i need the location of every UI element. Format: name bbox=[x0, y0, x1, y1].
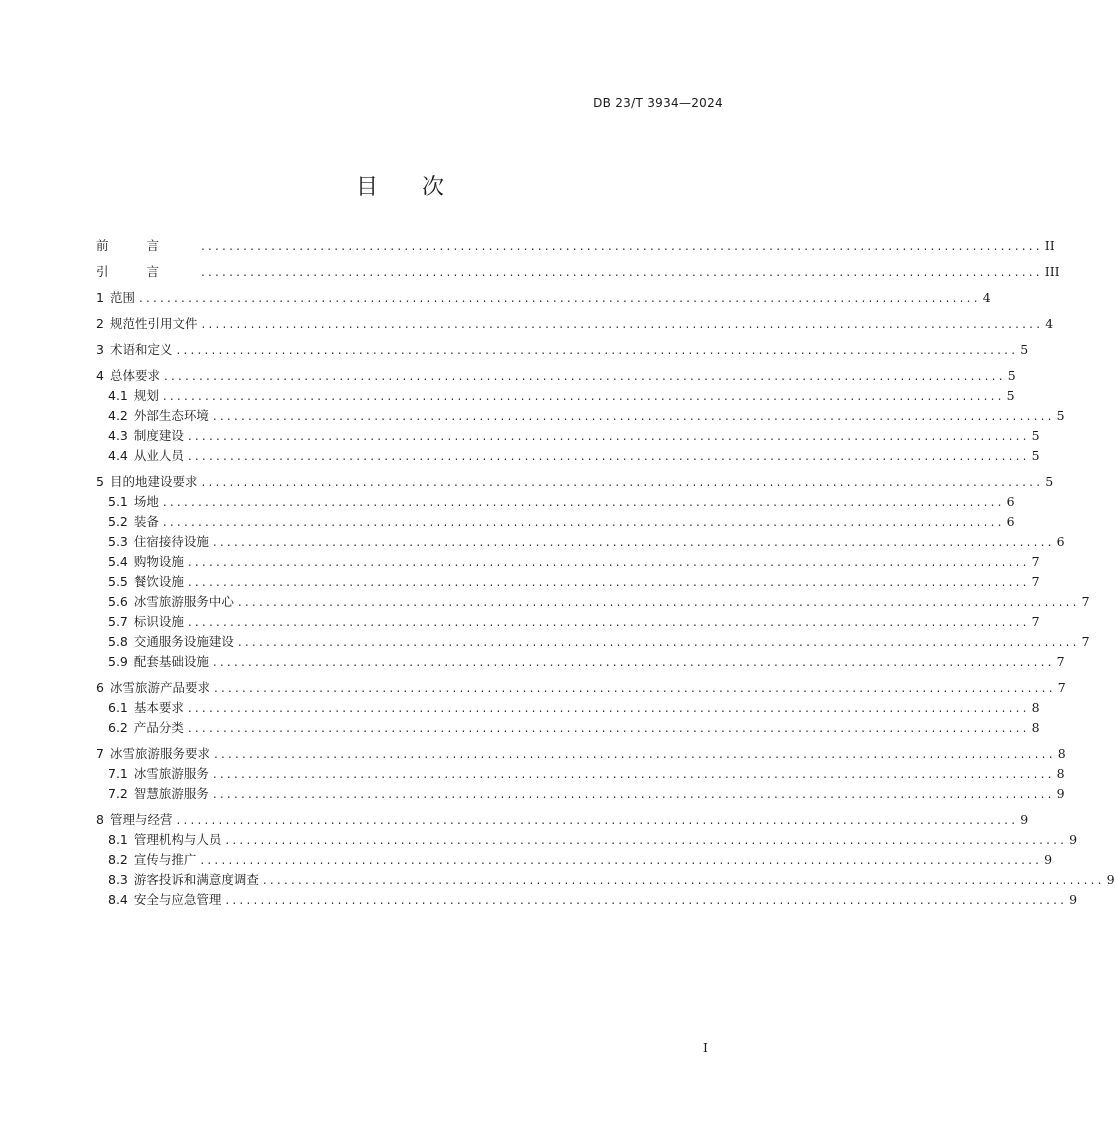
toc-entry-text: 从业人员 bbox=[133, 448, 184, 463]
toc-entry-number: 7 bbox=[96, 746, 104, 761]
toc-entry-label bbox=[108, 764, 213, 784]
toc-entry-text: 冰雪旅游服务要求 bbox=[109, 746, 210, 761]
toc-entry[interactable] bbox=[96, 698, 1040, 718]
toc-entry[interactable] bbox=[96, 870, 1115, 890]
toc-entry-number: 8.3 bbox=[108, 872, 128, 887]
toc-entry-label bbox=[108, 592, 238, 612]
toc-entry-number: 5.5 bbox=[108, 574, 128, 589]
toc-entry-label bbox=[108, 850, 200, 870]
toc-entry[interactable] bbox=[96, 678, 1066, 698]
toc-entry-page: 7 bbox=[1031, 554, 1040, 569]
toc-entry-text: 目的地建设要求 bbox=[109, 474, 198, 489]
toc-entry-number: 8.4 bbox=[108, 892, 128, 907]
toc-entry-page: 8 bbox=[1031, 720, 1040, 735]
toc-entry-label bbox=[108, 406, 213, 426]
toc-entry-text: 范围 bbox=[109, 290, 135, 305]
toc-entry[interactable] bbox=[96, 406, 1065, 426]
toc-entry[interactable] bbox=[96, 386, 1015, 406]
dot-leader: ........................................................................................................................ bbox=[162, 495, 1005, 509]
dot-leader: ........................................................................................................................ bbox=[212, 787, 1055, 801]
toc-entry-page: III bbox=[1044, 264, 1060, 279]
toc-entry-number: 4 bbox=[96, 368, 104, 383]
toc-entry-text: 管理与经营 bbox=[109, 812, 173, 827]
toc-entry-page: 9 bbox=[1069, 832, 1078, 847]
toc-entry-text: 前言 bbox=[96, 238, 198, 253]
toc-entry-text: 场地 bbox=[133, 494, 159, 509]
toc-entry-page: 6 bbox=[1006, 514, 1015, 529]
toc-entry[interactable] bbox=[96, 632, 1090, 652]
toc-entry[interactable] bbox=[96, 572, 1040, 592]
toc-entry[interactable] bbox=[96, 512, 1015, 532]
toc-entry-label bbox=[96, 236, 201, 256]
title-char-1: 目 bbox=[355, 175, 378, 200]
toc-entry-page: 8 bbox=[1057, 746, 1066, 761]
dot-leader: ........................................................................................................................ bbox=[237, 595, 1080, 609]
toc-entry-number: 1 bbox=[96, 290, 104, 305]
toc-entry-number: 8.2 bbox=[108, 852, 128, 867]
toc-entry-label bbox=[96, 262, 201, 282]
toc-entry[interactable] bbox=[96, 472, 1054, 492]
toc-entry-label bbox=[108, 632, 238, 652]
toc-entry-number: 5.4 bbox=[108, 554, 128, 569]
toc-entry-text: 冰雪旅游服务 bbox=[133, 766, 209, 781]
dot-leader: ........................................................................................................................ bbox=[187, 615, 1030, 629]
toc-entry-number: 6.2 bbox=[108, 720, 128, 735]
toc-entry-page: 8 bbox=[1056, 766, 1065, 781]
toc-entry-text: 管理机构与人员 bbox=[133, 832, 222, 847]
dot-leader: ........................................................................................................................ bbox=[187, 575, 1030, 589]
toc-entry-label bbox=[96, 678, 214, 698]
toc-entry-label bbox=[108, 698, 188, 718]
toc-entry-label bbox=[96, 314, 201, 334]
toc-entry-text: 术语和定义 bbox=[109, 342, 173, 357]
toc-entry[interactable] bbox=[96, 492, 1015, 512]
toc-entry-label bbox=[108, 784, 213, 804]
dot-leader: ........................................................................................................................ bbox=[213, 747, 1056, 761]
toc-entry-text: 餐饮设施 bbox=[133, 574, 184, 589]
toc-entry-text: 交通服务设施建设 bbox=[133, 634, 234, 649]
toc-entry-number: 5.1 bbox=[108, 494, 128, 509]
toc-entry-number: 6 bbox=[96, 680, 104, 695]
dot-leader: ........................................................................................................................ bbox=[187, 449, 1030, 463]
dot-leader: ........................................................................................................................ bbox=[212, 535, 1055, 549]
toc-entry[interactable] bbox=[96, 446, 1040, 466]
toc-entry-page: II bbox=[1044, 238, 1055, 253]
toc-entry-page: 5 bbox=[1045, 474, 1054, 489]
toc-entry-label bbox=[108, 492, 163, 512]
toc-entry[interactable] bbox=[96, 366, 1016, 386]
dot-leader: ........................................................................................................................ bbox=[138, 291, 981, 305]
toc-entry-label bbox=[96, 744, 214, 764]
toc-entry-page: 6 bbox=[1006, 494, 1015, 509]
toc-entry-number: 5 bbox=[96, 474, 104, 489]
toc-entry-text: 安全与应急管理 bbox=[133, 892, 222, 907]
toc-entry[interactable] bbox=[96, 592, 1090, 612]
dot-leader: ........................................................................................................................ bbox=[212, 655, 1055, 669]
toc-entry-text: 住宿接待设施 bbox=[133, 534, 209, 549]
toc-entry-page: 8 bbox=[1031, 700, 1040, 715]
dot-leader: ........................................................................................................................ bbox=[225, 833, 1068, 847]
toc-entry-label bbox=[108, 386, 163, 406]
toc-entry[interactable] bbox=[96, 288, 991, 308]
toc-entry-label bbox=[108, 552, 188, 572]
toc-entry-page: 7 bbox=[1081, 594, 1090, 609]
toc-entry-page: 7 bbox=[1056, 654, 1065, 669]
toc-entry[interactable] bbox=[96, 744, 1066, 764]
toc-entry-page: 9 bbox=[1044, 852, 1053, 867]
toc-entry[interactable] bbox=[96, 236, 1055, 256]
dot-leader: ........................................................................................................................ bbox=[176, 813, 1019, 827]
toc-entry-page: 4 bbox=[1045, 316, 1054, 331]
toc-entry-text: 产品分类 bbox=[133, 720, 184, 735]
dot-leader: ........................................................................................................................ bbox=[201, 265, 1043, 279]
toc-entry[interactable] bbox=[96, 552, 1040, 572]
toc-entry-page: 7 bbox=[1057, 680, 1066, 695]
toc-entry-label bbox=[96, 366, 164, 386]
toc-entry-page: 5 bbox=[1007, 368, 1016, 383]
toc-entry-number: 2 bbox=[96, 316, 104, 331]
toc-entry[interactable] bbox=[96, 810, 1029, 830]
toc-entry-number: 8.1 bbox=[108, 832, 128, 847]
toc-entry-number: 5.2 bbox=[108, 514, 128, 529]
title-char-2: 次 bbox=[422, 175, 445, 200]
toc-entry-page: 9 bbox=[1069, 892, 1078, 907]
toc-entry-page: 5 bbox=[1056, 408, 1065, 423]
toc-entry-label bbox=[108, 612, 188, 632]
toc-entry-text: 规范性引用文件 bbox=[109, 316, 198, 331]
toc-entry-page: 9 bbox=[1020, 812, 1029, 827]
toc-entry[interactable] bbox=[96, 890, 1078, 910]
toc-entry-label bbox=[108, 426, 188, 446]
page-number: I bbox=[703, 1040, 708, 1055]
toc-entry-text: 制度建设 bbox=[133, 428, 184, 443]
toc-entry[interactable] bbox=[96, 850, 1053, 870]
toc-entry-page: 5 bbox=[1031, 428, 1040, 443]
toc-entry[interactable] bbox=[96, 262, 1060, 282]
toc-entry[interactable] bbox=[96, 830, 1078, 850]
toc-entry-number: 4.1 bbox=[108, 388, 128, 403]
toc-entry-number: 4.4 bbox=[108, 448, 128, 463]
dot-leader: ........................................................................................................................ bbox=[187, 429, 1030, 443]
dot-leader: ........................................................................................................................ bbox=[201, 239, 1043, 253]
toc-entry-label bbox=[108, 830, 225, 850]
toc-entry-label bbox=[108, 718, 188, 738]
toc-entry-page: 7 bbox=[1031, 614, 1040, 629]
toc-entry-page: 4 bbox=[982, 290, 991, 305]
toc-entry-number: 5.9 bbox=[108, 654, 128, 669]
dot-leader: ........................................................................................................................ bbox=[187, 555, 1030, 569]
toc-entry[interactable] bbox=[96, 784, 1065, 804]
dot-leader: ........................................................................................................................ bbox=[162, 389, 1005, 403]
toc-entry-text: 冰雪旅游服务中心 bbox=[133, 594, 234, 609]
toc-entry-text: 配套基础设施 bbox=[133, 654, 209, 669]
toc-entry-number: 7.1 bbox=[108, 766, 128, 781]
toc-entry-label bbox=[108, 890, 225, 910]
toc-entry-number: 5.3 bbox=[108, 534, 128, 549]
page-title bbox=[0, 170, 800, 201]
dot-leader: ........................................................................................................................ bbox=[201, 317, 1044, 331]
toc-entry-text: 宣传与推广 bbox=[133, 852, 197, 867]
toc-entry-text: 智慧旅游服务 bbox=[133, 786, 209, 801]
toc-entry-label bbox=[108, 446, 188, 466]
dot-leader: ........................................................................................................................ bbox=[187, 701, 1030, 715]
toc-entry-text: 冰雪旅游产品要求 bbox=[109, 680, 210, 695]
toc-entry-text: 总体要求 bbox=[109, 368, 160, 383]
toc-entry-text: 引言 bbox=[96, 264, 198, 279]
toc-entry-number: 8 bbox=[96, 812, 104, 827]
dot-leader: ........................................................................................................................ bbox=[225, 893, 1068, 907]
table-of-contents bbox=[96, 236, 1115, 910]
standard-code: DB 23/T 3934—2024 bbox=[593, 96, 723, 110]
toc-entry-label bbox=[96, 340, 176, 360]
toc-entry-number: 4.2 bbox=[108, 408, 128, 423]
toc-entry-text: 标识设施 bbox=[133, 614, 184, 629]
toc-entry-label bbox=[96, 472, 201, 492]
toc-entry-label bbox=[108, 652, 213, 672]
toc-entry[interactable] bbox=[96, 426, 1040, 446]
toc-entry-page: 6 bbox=[1056, 534, 1065, 549]
toc-entry-page: 9 bbox=[1056, 786, 1065, 801]
toc-entry-page: 5 bbox=[1006, 388, 1015, 403]
dot-leader: ........................................................................................................................ bbox=[201, 475, 1044, 489]
toc-entry-number: 7.2 bbox=[108, 786, 128, 801]
toc-entry-page: 5 bbox=[1031, 448, 1040, 463]
dot-leader: ........................................................................................................................ bbox=[237, 635, 1080, 649]
toc-entry-page: 9 bbox=[1106, 872, 1115, 887]
toc-entry-label bbox=[108, 572, 188, 592]
dot-leader: ........................................................................................................................ bbox=[262, 873, 1105, 887]
toc-entry-number: 5.7 bbox=[108, 614, 128, 629]
toc-entry[interactable] bbox=[96, 764, 1065, 784]
dot-leader: ........................................................................................................................ bbox=[213, 681, 1056, 695]
toc-entry-label bbox=[108, 512, 163, 532]
toc-entry-text: 基本要求 bbox=[133, 700, 184, 715]
dot-leader: ........................................................................................................................ bbox=[212, 409, 1055, 423]
toc-entry-text: 购物设施 bbox=[133, 554, 184, 569]
toc-entry[interactable] bbox=[96, 532, 1065, 552]
toc-entry[interactable] bbox=[96, 340, 1029, 360]
dot-leader: ........................................................................................................................ bbox=[200, 853, 1043, 867]
toc-entry[interactable] bbox=[96, 652, 1065, 672]
toc-entry[interactable] bbox=[96, 612, 1040, 632]
toc-entry-number: 5.8 bbox=[108, 634, 128, 649]
toc-entry-page: 7 bbox=[1081, 634, 1090, 649]
toc-entry[interactable] bbox=[96, 314, 1054, 334]
toc-entry-number: 4.3 bbox=[108, 428, 128, 443]
toc-entry-number: 3 bbox=[96, 342, 104, 357]
toc-entry-page: 7 bbox=[1031, 574, 1040, 589]
toc-entry-page: 5 bbox=[1020, 342, 1029, 357]
dot-leader: ........................................................................................................................ bbox=[162, 515, 1005, 529]
toc-entry-number: 6.1 bbox=[108, 700, 128, 715]
toc-entry-text: 装备 bbox=[133, 514, 159, 529]
toc-entry-text: 外部生态环境 bbox=[133, 408, 209, 423]
toc-entry-text: 游客投诉和满意度调查 bbox=[133, 872, 259, 887]
toc-entry-text: 规划 bbox=[133, 388, 159, 403]
dot-leader: ........................................................................................................................ bbox=[187, 721, 1030, 735]
toc-entry-label bbox=[108, 870, 263, 890]
toc-entry-label bbox=[96, 810, 176, 830]
dot-leader: ........................................................................................................................ bbox=[212, 767, 1055, 781]
toc-entry[interactable] bbox=[96, 718, 1040, 738]
dot-leader: ........................................................................................................................ bbox=[163, 369, 1006, 383]
toc-entry-label bbox=[108, 532, 213, 552]
toc-entry-label bbox=[96, 288, 139, 308]
toc-entry-number: 5.6 bbox=[108, 594, 128, 609]
dot-leader: ........................................................................................................................ bbox=[176, 343, 1019, 357]
